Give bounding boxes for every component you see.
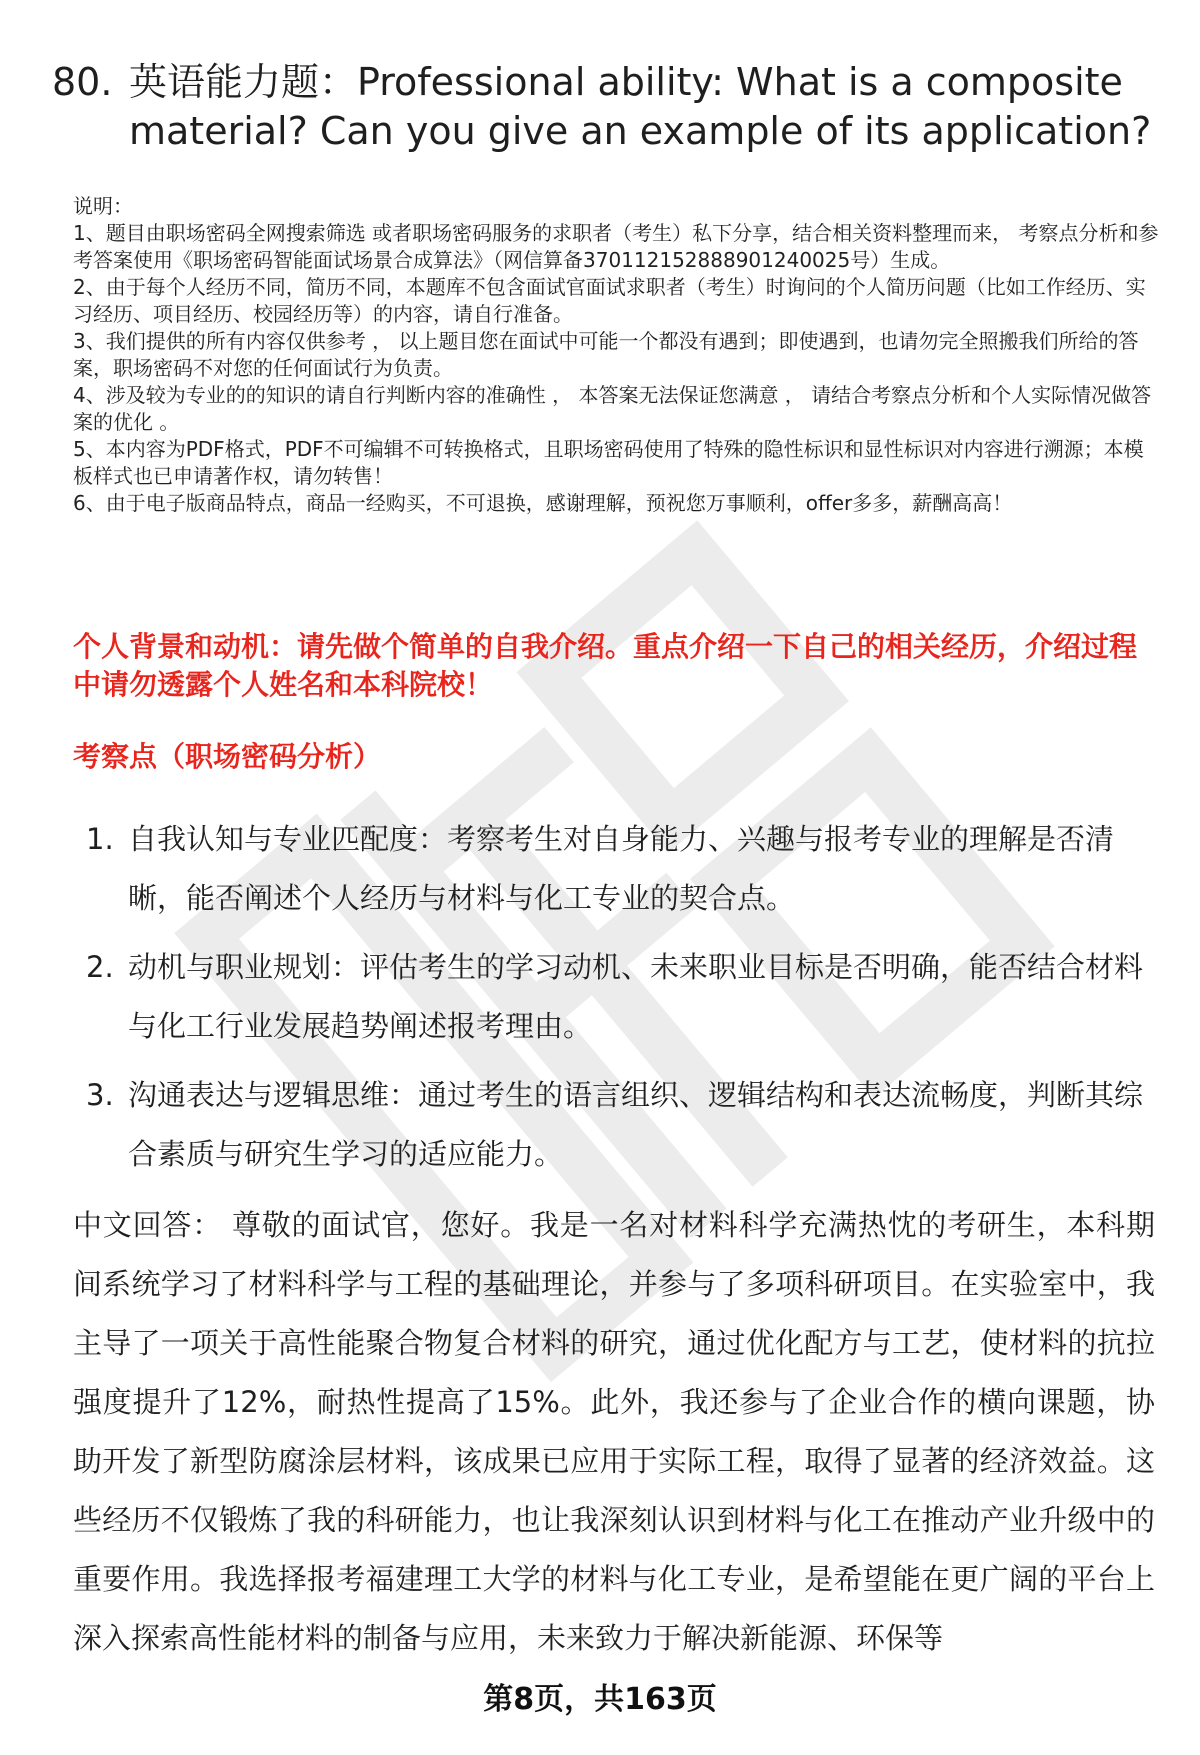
- point-text: 动机与职业规划：评估考生的学习动机、未来职业目标是否明确，能否结合材料与化工行业发展趋势阐述报考理由。: [128, 950, 1144, 1043]
- question-heading: [52, 58, 1152, 156]
- point-text: 沟通表达与逻辑思维：通过考生的语言组织、逻辑结构和表达流畅度，判断其综合素质与研究生学习的适应能力。: [128, 1078, 1144, 1171]
- note-item: 6、由于电子版商品特点，商品一经购买，不可退换，感谢理解，预祝您万事顺利，offer多多，薪酬高高！: [73, 491, 1013, 515]
- note-item: 2、由于每个人经历不同，简历不同，本题库不包含面试官面试求职者（考生）时询问的个人简历问题（比如工作经历、实习经历、项目经历、校园经历等）的内容，请自行准备。: [73, 275, 1146, 326]
- point-number: 2.: [86, 950, 114, 984]
- note-item: 1、题目由职场密码全网搜索筛选 或者职场密码服务的求职者（考生）私下分享，结合相关资料整理而来， 考察点分析和参考答案使用《职场密码智能面试场景合成算法》（网信算备370112152888901240025号）生成。: [73, 221, 1159, 272]
- question-number: 80.: [52, 60, 113, 104]
- page-footer: 第8页，共163页: [483, 1682, 717, 1717]
- note-item: 3、我们提供的所有内容仅供参考 ， 以上题目您在面试中可能一个都没有遇到；即使遇到，也请勿完全照搬我们所给的答案，职场密码不对您的任何面试行为负责。: [73, 329, 1139, 380]
- analysis-points: [86, 810, 1156, 1194]
- note-item: 5、本内容为PDF格式，PDF不可编辑不可转换格式，且职场密码使用了特殊的隐性标识和显性标识对内容进行溯源；本模板样式也已申请著作权，请勿转售！: [73, 437, 1144, 488]
- motivation-prompt: 个人背景和动机：请先做个简单的自我介绍。重点介绍一下自己的相关经历，介绍过程中请勿透露个人姓名和本科院校！: [73, 630, 1138, 701]
- notes-heading: 说明：: [73, 194, 133, 218]
- list-item: [86, 1066, 1156, 1184]
- list-item: [86, 810, 1156, 928]
- list-item: [86, 938, 1156, 1056]
- question-text: 英语能力题：Professional ability: What is a composite material? Can you give an example of its application?: [129, 60, 1152, 153]
- answer-paragraph: 中文回答： 尊敬的面试官，您好。我是一名对材料科学充满热忱的考研生，本科期间系统学习了材料科学与工程的基础理论，并参与了多项科研项目。在实验室中，我主导了一项关于高性能聚合物复合材料的研究，通过优化配方与工艺，使材料的抗拉强度提升了12%，耐热性提高了15%。此外，我还参与了企业合作的横向课题，协助开发了新型防腐涂层材料，该成果已应用于实际工程，取得了显著的经济效益。这些经历不仅锻炼了我的科研能力，也让我深刻认识到材料与化工在推动产业升级中的重要作用。我选择报考福建理工大学的材料与化工专业，是希望能在更广阔的平台上深入探索高性能材料的制备与应用，未来致力于解决新能源、环保等: [73, 1208, 1155, 1655]
- point-number: 1.: [86, 822, 114, 856]
- point-number: 3.: [86, 1078, 114, 1112]
- note-item: 4、涉及较为专业的的知识的请自行判断内容的准确性 ， 本答案无法保证您满意 ， 请结合考察点分析和个人实际情况做答案的优化 。: [73, 383, 1152, 434]
- analysis-title: 考察点（职场密码分析）: [73, 740, 382, 773]
- point-text: 自我认知与专业匹配度：考察考生对自身能力、兴趣与报考专业的理解是否清晰，能否阐述个人经历与材料与化工专业的契合点。: [128, 822, 1115, 915]
- disclaimer-notes: [73, 193, 1163, 517]
